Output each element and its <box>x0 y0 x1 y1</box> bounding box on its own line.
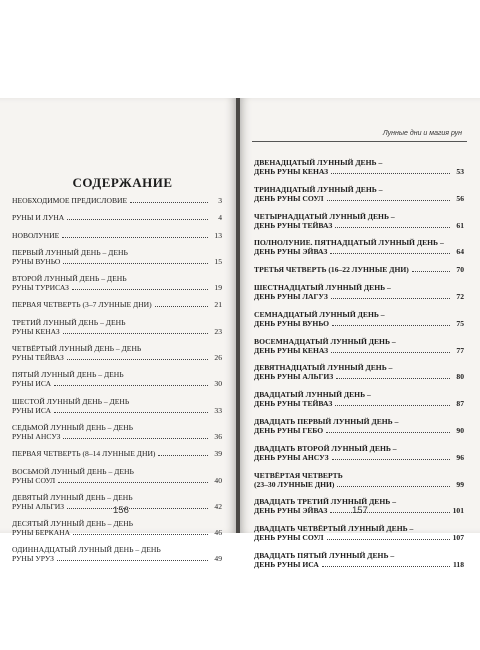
dot-leader <box>62 237 208 238</box>
dot-leader <box>331 352 450 353</box>
toc-entry-title: ТРИНАДЦАТЫЙ ЛУННЫЙ ДЕНЬ – <box>254 184 383 194</box>
toc-entry <box>12 344 222 362</box>
toc-entry-page: 70 <box>456 265 464 275</box>
toc-entry-subtitle: ДЕНЬ РУНЫ ТЕЙВАЗ <box>254 399 333 409</box>
toc-entry-title: ДЕСЯТЫЙ ЛУННЫЙ ДЕНЬ – ДЕНЬ <box>12 519 134 529</box>
toc-entry-title: ТРЕТИЙ ЛУННЫЙ ДЕНЬ – ДЕНЬ <box>12 317 126 327</box>
toc-entry <box>254 363 464 381</box>
dot-leader <box>337 486 450 487</box>
toc-entry-subtitle: ДЕНЬ РУНЫ ТЕЙВАЗ <box>254 220 333 230</box>
toc-entry-subtitle: (23–30 ЛУННЫЕ ДНИ) <box>254 479 335 489</box>
running-head: Лунные дни и магия рун <box>382 130 462 137</box>
toc-entry-title: ДВАДЦАТЬ ПЕРВЫЙ ЛУННЫЙ ДЕНЬ – <box>254 416 399 426</box>
toc-entry-page: 21 <box>214 300 222 310</box>
toc-entry-title: ШЕСТОЙ ЛУННЫЙ ДЕНЬ – ДЕНЬ <box>12 396 130 406</box>
toc-entry-page: 75 <box>456 318 464 328</box>
toc-entry-page: 90 <box>456 425 464 435</box>
toc-entry-title: ЧЕТЫРНАДЦАТЫЙ ЛУННЫЙ ДЕНЬ – <box>254 211 395 221</box>
toc-entry-page: 42 <box>214 501 222 511</box>
toc-entry <box>12 519 222 537</box>
toc-entry-page: 13 <box>214 230 222 240</box>
dot-leader <box>67 219 208 220</box>
toc-entry-page: 40 <box>214 475 222 485</box>
toc-entry <box>12 423 222 441</box>
dot-leader <box>54 385 208 386</box>
toc-entry-subtitle: РУНЫ АЛЬГИЗ <box>12 501 65 511</box>
toc-entry-page: 33 <box>214 405 222 415</box>
toc-entry <box>12 300 222 309</box>
toc-entry <box>12 248 222 266</box>
toc-entry-title: СЕМНАДЦАТЫЙ ЛУННЫЙ ДЕНЬ – <box>254 309 385 319</box>
dot-leader <box>63 333 208 334</box>
toc-entry <box>254 417 464 435</box>
toc-entry-subtitle: РУНЫ УРУЗ <box>12 554 54 564</box>
toc-entry <box>254 212 464 230</box>
toc-entry-page: 56 <box>456 193 464 203</box>
toc-entry-subtitle: РУНЫ АНСУЗ <box>12 431 61 441</box>
dot-leader <box>327 200 450 201</box>
toc-entry-page: 39 <box>214 449 222 459</box>
toc-entry-page: 101 <box>452 506 464 516</box>
toc-entry-title: НОВОЛУНИЕ <box>12 230 60 240</box>
toc-entry-subtitle: РУНЫ КЕНАЗ <box>12 326 60 336</box>
dot-leader <box>330 253 450 254</box>
toc-entry-title: ТРЕТЬЯ ЧЕТВЕРТЬ (16–22 ЛУННЫЕ ДНИ) <box>254 265 409 275</box>
running-head-rule <box>252 141 467 142</box>
dot-leader <box>332 325 450 326</box>
dot-leader <box>326 432 450 433</box>
toc-entry <box>254 444 464 462</box>
toc-entry-title: ПЯТЫЙ ЛУННЫЙ ДЕНЬ – ДЕНЬ <box>12 370 124 380</box>
toc-entry <box>254 551 464 569</box>
toc-entry-subtitle: РУНЫ ТУРИСАЗ <box>12 283 69 293</box>
toc-entry <box>12 196 222 205</box>
toc-entry-page: 107 <box>452 533 464 543</box>
toc-entry-subtitle: РУНЫ ВУНЬО <box>12 256 61 266</box>
toc-entry <box>254 390 464 408</box>
toc-entry <box>12 370 222 388</box>
toc-entry-title: ПЕРВАЯ ЧЕТВЕРТЬ (8–14 ЛУННЫЕ ДНИ) <box>12 449 156 459</box>
toc-entry-title: ДВАДЦАТЬ ПЯТЫЙ ЛУННЫЙ ДЕНЬ – <box>254 550 395 560</box>
toc-entry-subtitle: ДЕНЬ РУНЫ ЭЙВАЗ <box>254 506 328 516</box>
toc-entry-subtitle: РУНЫ ИСА <box>12 379 52 389</box>
toc-entry <box>254 337 464 355</box>
dot-leader <box>158 455 208 456</box>
dot-leader <box>72 289 208 290</box>
toc-entry-title: ВТОРОЙ ЛУННЫЙ ДЕНЬ – ДЕНЬ <box>12 274 127 284</box>
toc-entry-subtitle: ДЕНЬ РУНЫ КЕНАЗ <box>254 167 329 176</box>
toc-entry-page: 72 <box>456 291 464 301</box>
toc-entry-subtitle: ДЕНЬ РУНЫ СОУЛ <box>254 193 324 203</box>
toc-entry <box>12 231 222 240</box>
toc-entry <box>12 545 222 563</box>
toc-entry-page: 23 <box>214 326 222 336</box>
dot-leader <box>322 566 450 567</box>
toc-entry-page: 80 <box>456 372 464 382</box>
dot-leader <box>67 508 208 509</box>
toc-entry-subtitle: ДЕНЬ РУНЫ ВУНЬО <box>254 318 330 328</box>
toc-entry <box>12 397 222 415</box>
toc-entry-title: СЕДЬМОЙ ЛУННЫЙ ДЕНЬ – ДЕНЬ <box>12 422 133 432</box>
toc-entry-subtitle: ДЕНЬ РУНЫ ЭЙВАЗ <box>254 247 328 257</box>
toc-entry-subtitle: ДЕНЬ РУНЫ ИСА <box>254 559 319 569</box>
toc-entry-title: ВОСЕМНАДЦАТЫЙ ЛУННЫЙ ДЕНЬ – <box>254 336 396 346</box>
toc-entry-title: ДЕВЯТЫЙ ЛУННЫЙ ДЕНЬ – ДЕНЬ <box>12 492 133 502</box>
dot-leader <box>63 263 208 264</box>
toc-entry-page: 53 <box>456 167 464 176</box>
toc-entry-title: ОДИННАДЦАТЫЙ ЛУННЫЙ ДЕНЬ – ДЕНЬ <box>12 545 161 555</box>
toc-entry <box>12 449 222 458</box>
dot-leader <box>335 405 450 406</box>
toc-entry <box>254 158 464 176</box>
toc-entry-page: 99 <box>456 479 464 489</box>
toc-entry-title: ШЕСТНАДЦАТЫЙ ЛУННЫЙ ДЕНЬ – <box>254 282 391 292</box>
dot-leader <box>58 482 208 483</box>
toc-entry-page: 15 <box>214 256 222 266</box>
toc-entry-title: ПЕРВЫЙ ЛУННЫЙ ДЕНЬ – ДЕНЬ <box>12 247 128 257</box>
dot-leader <box>332 459 450 460</box>
toc-entry-page: 118 <box>453 559 464 569</box>
dot-leader <box>63 438 208 439</box>
toc-entry <box>254 310 464 328</box>
toc-entry-page: 30 <box>214 379 222 389</box>
toc-entry-page: 36 <box>214 431 222 441</box>
toc-entry-title: ДВАДЦАТЬ ТРЕТИЙ ЛУННЫЙ ДЕНЬ – <box>254 497 396 507</box>
toc-entry-page: 3 <box>218 196 222 205</box>
toc-entry-page: 26 <box>214 353 222 363</box>
toc-entry-subtitle: РУНЫ ИСА <box>12 405 52 415</box>
dot-leader <box>54 412 208 413</box>
dot-leader <box>155 306 208 307</box>
toc-entry-title: ПЕРВАЯ ЧЕТВЕРТЬ (3–7 ЛУННЫЕ ДНИ) <box>12 300 152 310</box>
toc-entry-title: ЧЕТВЁРТЫЙ ЛУННЫЙ ДЕНЬ – ДЕНЬ <box>12 344 142 354</box>
toc-entry-page: 4 <box>218 213 222 223</box>
toc-entry-title: ВОСЬМОЙ ЛУННЫЙ ДЕНЬ – ДЕНЬ <box>12 466 134 476</box>
toc-entry <box>12 213 222 222</box>
toc-entry <box>254 524 464 542</box>
page-number-left: 156 <box>113 505 129 516</box>
dot-leader <box>331 298 450 299</box>
toc-entry-page: 61 <box>456 220 464 230</box>
toc-entry <box>254 283 464 301</box>
toc-entry-subtitle: ДЕНЬ РУНЫ ГЕБО <box>254 425 324 435</box>
dot-leader <box>327 539 450 540</box>
toc-entry-title: ДЕВЯТНАДЦАТЫЙ ЛУННЫЙ ДЕНЬ – <box>254 363 393 373</box>
page-number-right: 157 <box>352 505 368 516</box>
toc-entry-subtitle: ДЕНЬ РУНЫ АНСУЗ <box>254 452 329 462</box>
toc-entry-subtitle: РУНЫ БЕРКАНА <box>12 528 71 538</box>
toc-entry <box>12 274 222 292</box>
dot-leader <box>330 512 450 513</box>
toc-entry-title: ДВАДЦАТЬ ВТОРОЙ ЛУННЫЙ ДЕНЬ – <box>254 443 397 453</box>
toc-entry-page: 96 <box>456 452 464 462</box>
toc-entry-page: 46 <box>214 528 222 538</box>
dot-leader <box>130 202 208 203</box>
toc-entry-subtitle: ДЕНЬ РУНЫ ЛАГУЗ <box>254 291 328 301</box>
toc-entry-title: ПОЛНОЛУНИЕ. ПЯТНАДЦАТЫЙ ЛУННЫЙ ДЕНЬ – <box>254 238 444 248</box>
toc-entry-subtitle: ДЕНЬ РУНЫ СОУЛ <box>254 533 324 543</box>
toc-entry-page: 19 <box>214 283 222 293</box>
dot-leader <box>336 378 450 379</box>
toc-entry-page: 87 <box>456 399 464 409</box>
dot-leader <box>57 560 208 561</box>
toc-entry-subtitle: ДЕНЬ РУНЫ КЕНАЗ <box>254 345 329 355</box>
toc-entry <box>12 318 222 336</box>
toc-entry-page: 49 <box>214 554 222 564</box>
toc-entry <box>254 471 464 489</box>
toc-entry-title: ДВАДЦАТЬ ЧЕТВЁРТЫЙ ЛУННЫЙ ДЕНЬ – <box>254 524 414 534</box>
toc-entry-title: ЧЕТВЁРТАЯ ЧЕТВЕРТЬ <box>254 470 343 480</box>
toc-entry <box>254 238 464 256</box>
toc-entry-page: 64 <box>456 247 464 257</box>
dot-leader <box>67 359 208 360</box>
toc-entry <box>12 467 222 485</box>
book-gutter <box>236 98 240 533</box>
toc-entry-title: ДВАДЦАТЫЙ ЛУННЫЙ ДЕНЬ – <box>254 390 371 400</box>
dot-leader <box>412 271 450 272</box>
toc-entry-page: 77 <box>456 345 464 355</box>
toc-entry-title: РУНЫ И ЛУНА <box>12 213 65 223</box>
dot-leader <box>73 534 208 535</box>
toc-entry-subtitle: РУНЫ ТЕЙВАЗ <box>12 353 64 363</box>
toc-entry-title: ДВЕНАДЦАТЫЙ ЛУННЫЙ ДЕНЬ – <box>254 158 383 167</box>
toc-entry-subtitle: РУНЫ СОУЛ <box>12 475 56 485</box>
toc-entry-title: НЕОБХОДИМОЕ ПРЕДИСЛОВИЕ <box>12 196 128 205</box>
dot-leader <box>335 227 450 228</box>
toc-entry <box>254 265 464 274</box>
toc-title: СОДЕРЖАНИЕ <box>72 175 173 190</box>
toc-entry-subtitle: ДЕНЬ РУНЫ АЛЬГИЗ <box>254 372 334 382</box>
toc-entry <box>254 185 464 203</box>
dot-leader <box>331 173 450 174</box>
